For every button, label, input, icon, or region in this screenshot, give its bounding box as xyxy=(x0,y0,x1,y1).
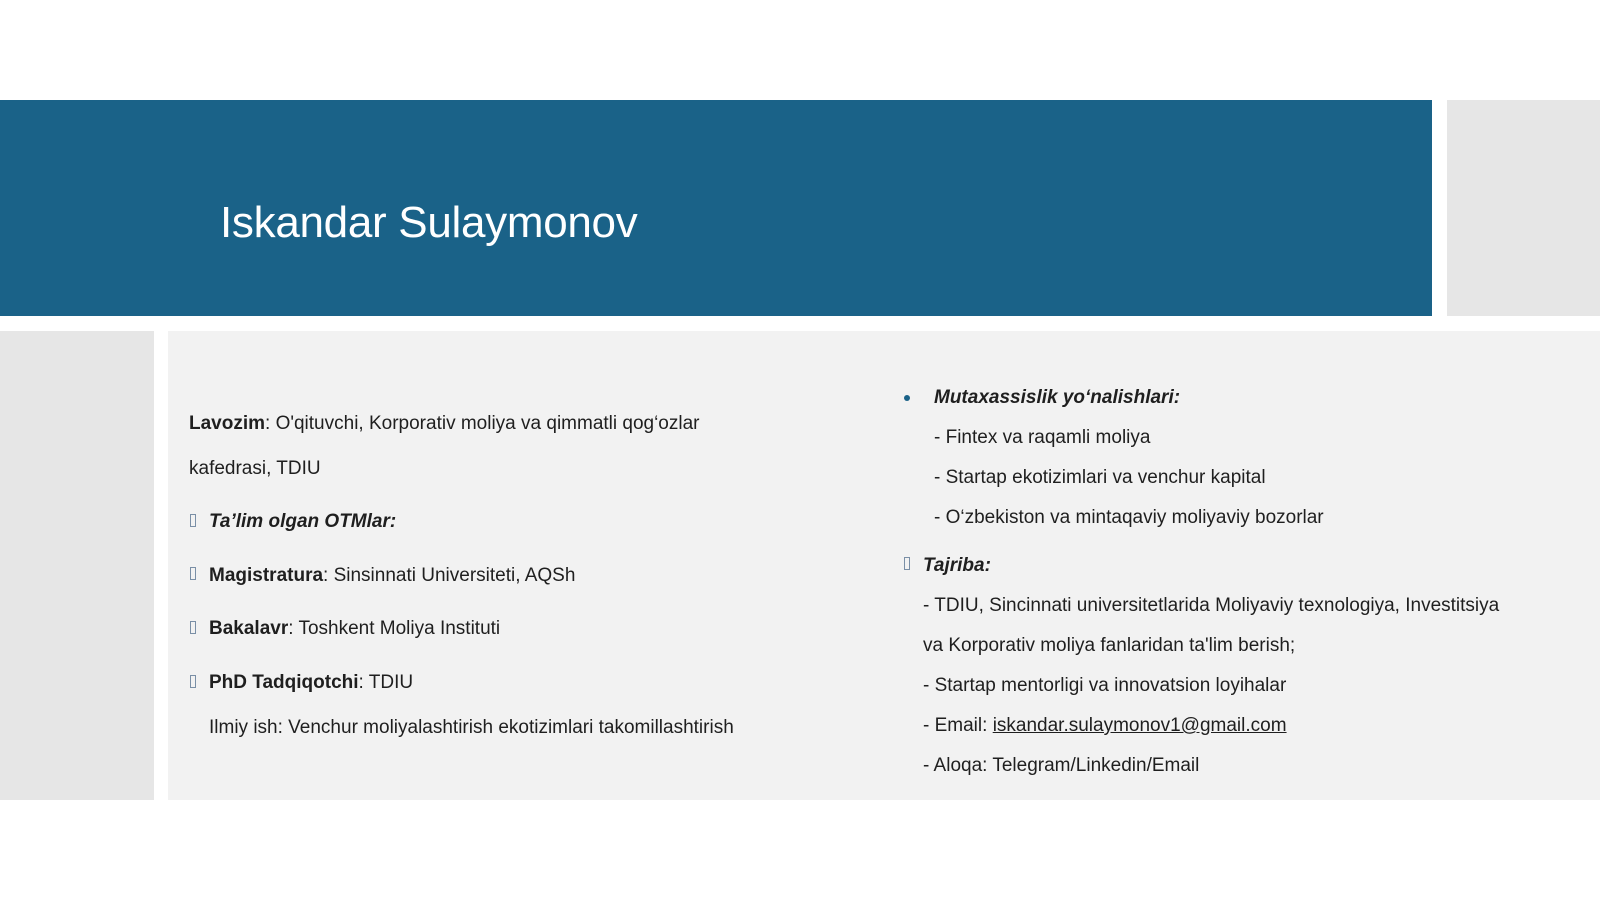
mutaxassislik-item: - Fintex va raqamli moliya xyxy=(934,427,1151,448)
bullet-dot-icon xyxy=(904,395,910,401)
mutaxassislik-heading: Mutaxassislik yo‘nalishlari: xyxy=(934,387,1181,408)
title-band xyxy=(0,100,1432,316)
lavozim-label: Lavozim xyxy=(189,413,266,434)
bakalavr-item xyxy=(209,617,500,641)
bullet-glyph-icon xyxy=(190,621,196,634)
tajriba-heading: Tajriba: xyxy=(923,555,991,576)
lavozim-line-1 xyxy=(189,412,700,436)
title-side-panel xyxy=(1447,100,1600,316)
tajriba-line: - TDIU, Sincinnati universitetlarida Moliyaviy texnologiya, Investitsiya xyxy=(923,595,1500,616)
bullet-glyph-icon xyxy=(904,557,910,570)
talim-heading: Ta’lim olgan OTMlar: xyxy=(209,511,397,532)
phd-item xyxy=(209,671,413,695)
bullet-glyph-icon xyxy=(190,567,196,580)
body-left-strip xyxy=(0,331,154,800)
magistratura-value: : Sinsinnati Universiteti, AQSh xyxy=(323,565,576,586)
ilmiy-ish: Ilmiy ish: Venchur moliyalashtirish ekotizimlari takomillashtirish xyxy=(209,717,734,738)
bullet-glyph-icon xyxy=(190,675,196,688)
bullet-glyph-icon xyxy=(190,514,196,527)
email-link[interactable]: iskandar.sulaymonov1@gmail.com xyxy=(992,715,1287,736)
tajriba-line: - Startap mentorligi va innovatsion loyihalar xyxy=(923,675,1287,696)
magistratura-item xyxy=(209,564,575,588)
tajriba-line: va Korporativ moliya fanlaridan ta'lim berish; xyxy=(923,635,1296,656)
mutaxassislik-item: - O‘zbekiston va mintaqaviy moliyaviy bozorlar xyxy=(934,507,1324,528)
bakalavr-value: : Toshkent Moliya Instituti xyxy=(288,618,501,639)
slide-title: Iskandar Sulaymonov xyxy=(220,198,638,247)
email-prefix: - Email: xyxy=(923,715,993,736)
email-line xyxy=(923,714,1287,738)
bakalavr-label: Bakalavr xyxy=(209,618,289,639)
phd-label: PhD Tadqiqotchi xyxy=(209,672,359,693)
mutaxassislik-item: - Startap ekotizimlari va venchur kapital xyxy=(934,467,1266,488)
lavozim-value: : O'qituvchi, Korporativ moliya va qimmatli qog‘ozlar xyxy=(265,413,700,434)
magistratura-label: Magistratura xyxy=(209,565,324,586)
phd-value: : TDIU xyxy=(358,672,414,693)
lavozim-line-2: kafedrasi, TDIU xyxy=(189,458,321,479)
aloqa-line: - Aloqa: Telegram/Linkedin/Email xyxy=(923,755,1200,776)
